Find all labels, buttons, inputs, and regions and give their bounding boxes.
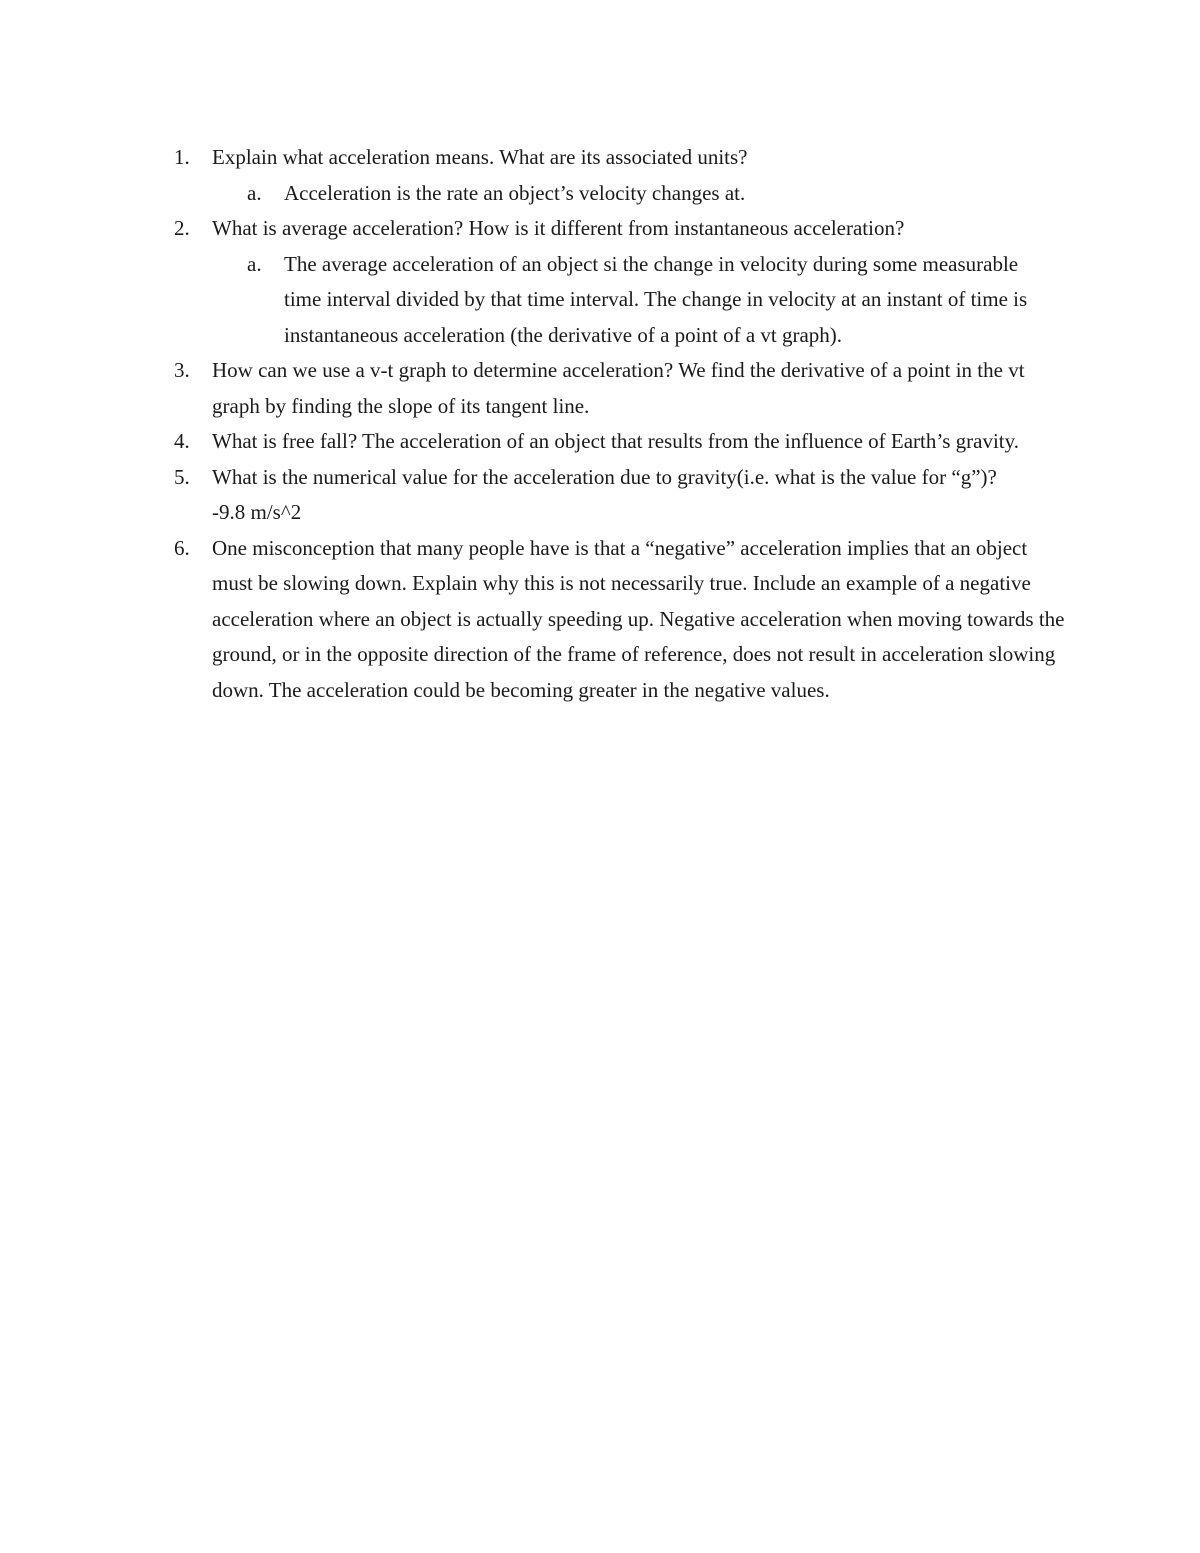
question-text: Explain what acceleration means. What are its associated units?: [212, 145, 748, 169]
question-text: How can we use a v-t graph to determine acceleration? We find the derivative of a point in the vt graph by finding the slope of its tangent line.: [212, 358, 1025, 418]
question-number: 2.: [174, 216, 190, 240]
answer-2a: [0, 247, 1054, 354]
answer-text: The average acceleration of an object si the change in velocity during some measurable time interval divided by that time interval. The change in velocity at an instant of time is instantaneous acceleration (the derivative of a point of a vt graph).: [284, 251, 1028, 347]
answer-text: -9.8 m/s^2: [212, 500, 302, 524]
answer-letter: a.: [247, 251, 262, 276]
answer-text: Acceleration is the rate an object’s velocity changes at.: [284, 180, 746, 205]
question-number: 6.: [174, 535, 190, 560]
question-text: What is the numerical value for the acceleration due to gravity(i.e. what is the value for “g”)?: [212, 464, 997, 489]
question-list: [0, 140, 1200, 708]
question-text: One misconception that many people have is that a “negative” acceleration implies that an object must be slowing down. Explain why this is not necessarily true. Include an example of a negative acceleration where an object is actually speeding up. Negative acceleration when moving towards the ground, or in the opposite direction of the frame of reference, does not result in acceleration slowing down. The acceleration could be becoming greater in the negative values.: [212, 535, 1065, 702]
question-number: 3.: [174, 358, 190, 382]
question-1: [0, 140, 1072, 176]
question-6: [0, 531, 1072, 709]
question-4: [0, 424, 1072, 460]
question-number: 5.: [174, 464, 190, 489]
question-text: What is average acceleration? How is it different from instantaneous acceleration?: [212, 216, 905, 240]
question-2: [0, 211, 1072, 247]
question-3: [0, 353, 1072, 424]
answer-1a: [0, 176, 1054, 212]
answer-letter: a.: [247, 180, 262, 205]
question-number: 4.: [174, 429, 190, 453]
question-text: What is free fall? The acceleration of an object that results from the influence of Earth’s gravity.: [212, 429, 1019, 453]
question-5: [0, 460, 1072, 531]
question-number: 1.: [174, 145, 190, 169]
